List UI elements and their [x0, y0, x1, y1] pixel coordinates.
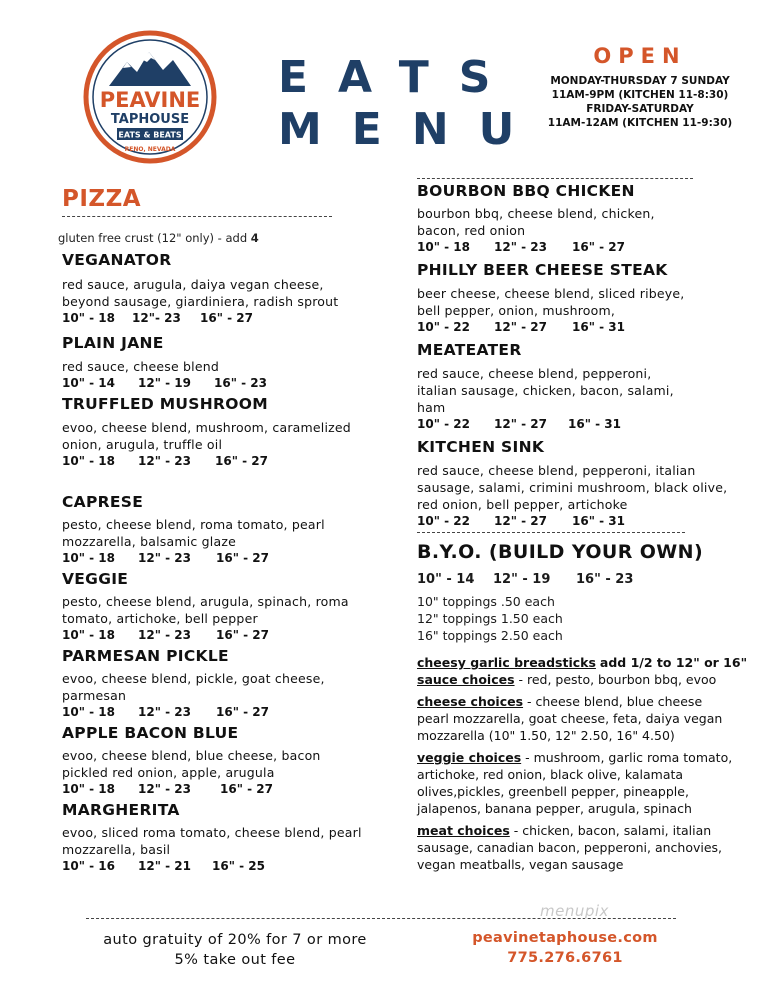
option-text: - cheese blend, blue cheese pearl mozzarella, goat cheese, feta, daiya vegan mozzarella (10" 1.50, 12" 2.50, 16" 4.50) [417, 694, 723, 743]
price-10: 10" - 18 [62, 454, 115, 468]
options-list [417, 654, 757, 873]
price-10: 10" - 18 [417, 240, 470, 254]
page-title [278, 52, 545, 156]
hours-block [530, 44, 750, 130]
menu-item [62, 395, 362, 469]
item-name: CAPRESE [62, 493, 144, 511]
menu-item [62, 334, 362, 391]
price-16: 16" - 27 [220, 782, 273, 796]
logo-tag: EATS & BEATS [118, 130, 182, 140]
gluten-free-text: gluten free crust (12" only) - add [58, 231, 248, 245]
peavine-logo [83, 30, 217, 164]
byo-section [417, 541, 762, 644]
item-prices [417, 416, 762, 432]
topping-price: 16" toppings 2.50 each [417, 628, 563, 643]
watermark: menupix [540, 902, 609, 920]
divider [417, 532, 685, 533]
menu-item [417, 341, 762, 432]
price-10: 10" - 16 [62, 859, 115, 873]
logo-city: RENO, NEVADA [124, 146, 176, 153]
option-text: - chicken, bacon, salami, italian sausage, canadian bacon, pepperoni, anchovies, vegan meatballs, vegan sausage [417, 823, 723, 872]
menu-item [62, 801, 362, 874]
breadsticks-option [417, 654, 757, 671]
phone-number[interactable]: 775.276.6761 [507, 950, 623, 966]
option-label: cheese choices [417, 694, 524, 709]
price-16: 16" - 31 [572, 320, 625, 334]
item-name: BOURBON BBQ CHICKEN [417, 182, 635, 200]
item-description: beer cheese, cheese blend, sliced ribeye, bell pepper, onion, mushroom, [417, 286, 685, 318]
price-16: 16" - 27 [215, 454, 268, 468]
item-description: red sauce, cheese blend, pepperoni, italian sausage, chicken, bacon, salami, ham [417, 366, 674, 415]
price-12: 12" - 27 [494, 320, 547, 334]
price-12: 12" - 23 [138, 454, 191, 468]
gratuity-note: auto gratuity of 20% for 7 or more [103, 932, 367, 948]
divider [62, 216, 332, 217]
option-text: add 1/2 to 12" or 16" [599, 655, 748, 670]
website-link[interactable]: peavinetaphouse.com [472, 930, 658, 946]
item-description: pesto, cheese blend, arugula, spinach, roma tomato, artichoke, bell pepper [62, 594, 349, 626]
price-10: 10" - 14 [62, 376, 115, 390]
price-12: 12" - 23 [138, 705, 191, 719]
option-text: - red, pesto, bourbon bbq, evoo [514, 672, 717, 687]
price-12: 12" - 27 [494, 514, 547, 528]
item-description: evoo, cheese blend, blue cheese, bacon pickled red onion, apple, arugula [62, 748, 321, 780]
item-name: TRUFFLED MUSHROOM [62, 395, 268, 413]
toppings-list [417, 593, 762, 644]
price-10: 10" - 18 [62, 782, 115, 796]
price-12: 12" - 23 [138, 551, 191, 565]
item-name: VEGANATOR [62, 251, 172, 269]
footer-fees [85, 930, 385, 970]
item-prices [62, 704, 362, 720]
logo-sub: TAPHOUSE [110, 112, 190, 127]
price-12: 12"- 23 [132, 311, 181, 325]
price-16: 16" - 27 [216, 628, 269, 642]
hours-line: 11AM-9PM (KITCHEN 11-8:30) [551, 89, 729, 101]
price-16: 16" - 25 [212, 859, 265, 873]
footer-contact [440, 928, 690, 968]
specialty-column [417, 178, 762, 873]
topping-price: 10" toppings .50 each [417, 594, 555, 609]
price-16: 16" - 23 [214, 376, 267, 390]
byo-title: B.Y.O. (BUILD YOUR OWN) [417, 541, 704, 563]
sauce-option [417, 671, 757, 688]
menu-item [62, 570, 362, 643]
price-16: 16" - 23 [576, 572, 634, 587]
price-16: 16" - 31 [568, 417, 621, 431]
hours-line: 11AM-12AM (KITCHEN 11-9:30) [547, 117, 733, 129]
item-name: APPLE BACON BLUE [62, 724, 239, 742]
item-description: evoo, cheese blend, mushroom, caramelized onion, arugula, truffle oil [62, 420, 351, 452]
divider [417, 178, 693, 179]
item-prices [417, 319, 762, 335]
item-prices [62, 453, 362, 469]
item-name: PLAIN JANE [62, 334, 164, 352]
hours-title: OPEN [593, 44, 687, 68]
item-description: bourbon bbq, cheese blend, chicken, bacon, red onion [417, 206, 655, 238]
item-prices [62, 375, 362, 391]
price-10: 10" - 22 [417, 417, 470, 431]
price-10: 10" - 22 [417, 514, 470, 528]
item-description: red sauce, arugula, daiya vegan cheese, beyond sausage, giardiniera, radish sprout [62, 277, 339, 309]
option-label: veggie choices [417, 750, 522, 765]
item-description: pesto, cheese blend, roma tomato, pearl mozzarella, balsamic glaze [62, 517, 325, 549]
menu-item [417, 261, 762, 335]
item-prices [62, 627, 362, 643]
price-12: 12" - 19 [493, 572, 551, 587]
gluten-free-note [58, 231, 362, 245]
item-name: VEGGIE [62, 570, 129, 588]
item-description: evoo, cheese blend, pickle, goat cheese, parmesan [62, 671, 325, 703]
price-16: 16" - 27 [216, 551, 269, 565]
price-12: 12" - 23 [494, 240, 547, 254]
option-label: cheesy garlic breadsticks [417, 655, 596, 670]
logo-badge-graphic [83, 30, 217, 164]
menu-item [417, 182, 762, 255]
hours-line: FRIDAY-SATURDAY [586, 103, 694, 115]
price-16: 16" - 27 [216, 705, 269, 719]
menu-item [62, 647, 362, 720]
menu-item [62, 724, 362, 797]
price-16: 16" - 27 [200, 311, 253, 325]
title-line-eats: EATS [278, 52, 521, 103]
item-prices [417, 239, 762, 255]
topping-price: 12" toppings 1.50 each [417, 611, 563, 626]
price-10: 10" - 18 [62, 705, 115, 719]
price-10: 10" - 18 [62, 311, 115, 325]
menu-item [417, 438, 762, 529]
price-10: 10" - 14 [417, 572, 475, 587]
hours-line: MONDAY-THURSDAY 7 SUNDAY [550, 75, 730, 87]
price-16: 16" - 31 [572, 514, 625, 528]
price-10: 10" - 18 [62, 551, 115, 565]
meat-option [417, 822, 762, 873]
price-10: 10" - 18 [62, 628, 115, 642]
price-10: 10" - 22 [417, 320, 470, 334]
price-16: 16" - 27 [572, 240, 625, 254]
item-prices [62, 310, 362, 326]
menu-item [62, 251, 362, 326]
pizza-column [58, 186, 362, 874]
cheese-option [417, 693, 737, 744]
menu-item [62, 493, 362, 566]
item-description: red sauce, cheese blend [62, 359, 219, 374]
item-name: KITCHEN SINK [417, 438, 545, 456]
takeout-note: 5% take out fee [174, 952, 296, 968]
item-name: PHILLY BEER CHEESE STEAK [417, 261, 668, 279]
item-name: MEATEATER [417, 341, 522, 359]
price-12: 12" - 19 [138, 376, 191, 390]
option-label: meat choices [417, 823, 510, 838]
veggie-option [417, 749, 745, 817]
title-line-menu: MENU [278, 104, 545, 155]
byo-prices [417, 572, 762, 587]
item-description: red sauce, cheese blend, pepperoni, italian sausage, salami, crimini mushroom, black olive, red onion, bell pepper, artichoke [417, 463, 728, 512]
price-12: 12" - 23 [138, 628, 191, 642]
item-prices [417, 513, 762, 529]
item-prices [62, 550, 362, 566]
item-name: MARGHERITA [62, 801, 180, 819]
item-description: evoo, sliced roma tomato, cheese blend, pearl mozzarella, basil [62, 825, 362, 857]
item-prices [62, 781, 362, 797]
gluten-free-price: 4 [250, 231, 259, 245]
pizza-section-title: PIZZA [62, 186, 142, 212]
option-text: - mushroom, garlic roma tomato, artichoke, red onion, black olive, kalamata olives,pickles, greenbell pepper, pineapple, jalapenos, banana pepper, arugula, spinach [417, 750, 733, 816]
price-12: 12" - 21 [138, 859, 191, 873]
price-12: 12" - 27 [494, 417, 547, 431]
logo-name: PEAVINE [99, 88, 201, 112]
item-name: PARMESAN PICKLE [62, 647, 229, 665]
item-prices [62, 858, 362, 874]
price-12: 12" - 23 [138, 782, 191, 796]
option-label: sauce choices [417, 672, 515, 687]
